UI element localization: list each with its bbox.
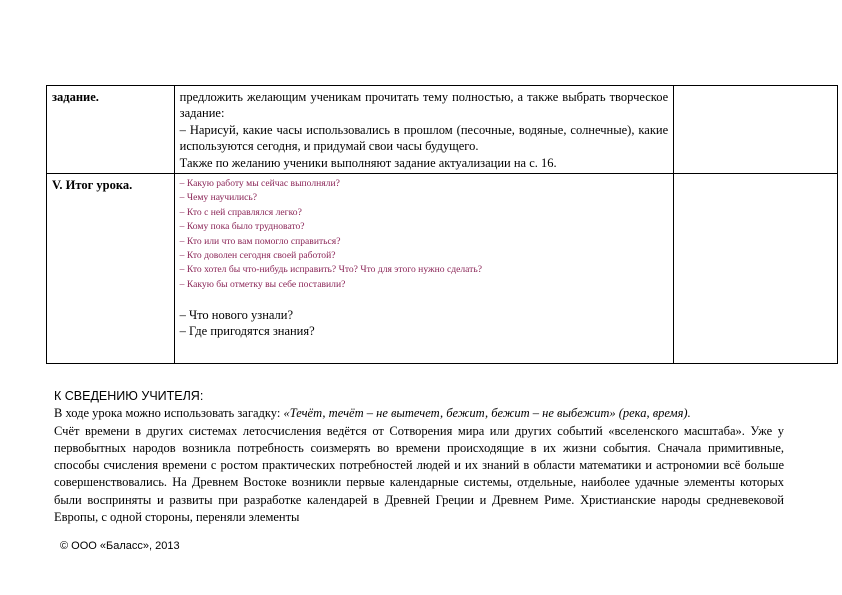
- stage-label: задание.: [52, 90, 99, 104]
- question-line: – Чему научились?: [179, 192, 258, 204]
- content-cell: [174, 86, 674, 174]
- table-row: [47, 174, 838, 364]
- paragraph: Также по желанию ученики выполняют задание актуализации на с. 16.: [179, 155, 557, 170]
- question-line: – Кто доволен сегодня своей работой?: [179, 250, 336, 262]
- paragraph: – Нарисуй, какие часы использовались в прошлом (песочные, водяные, солнечные), какие используются сегодня, и придумай свои часы будущего.: [179, 122, 669, 154]
- question-line: – Кому пока было трудновато?: [179, 221, 305, 233]
- lesson-table: [46, 85, 838, 364]
- riddle-intro: В ходе урока можно использовать загадку:: [54, 406, 284, 421]
- table-row: [47, 86, 838, 174]
- notes-cell: [674, 86, 838, 174]
- paragraph: предложить желающим ученикам прочитать тему полностью, а также выбрать творческое задание:: [179, 90, 669, 121]
- note-paragraph: Счёт времени в других системах летосчисления ведётся от Сотворения мира или других событий «вселенского масштаба». Уже у первобытных народов возникла потребность соизмерять во времени происходящие в их жизни события. Сначала примитивные, способы счисления времени с ростом практических потребностей людей и их знаний в области математики и астрономии всё больше совершенствовались. На Древнем Востоке возникли первые календарные системы, отдельные, наиболее удачные элементы которых были восприняты и развиты при разработке календарей в Древней Греции и Древнем Риме. Христианские народы средневековой Европы, с одной стороны, переняли элементы: [54, 423, 784, 525]
- final-question: – Что нового узнали?: [179, 308, 294, 323]
- question-line: – Кто хотел бы что-нибудь исправить? Что? Что для этого нужно сделать?: [179, 264, 482, 276]
- stage-cell: [47, 174, 175, 364]
- teacher-note: [54, 388, 784, 526]
- final-question: – Где пригодятся знания?: [179, 324, 315, 339]
- content-cell: [174, 174, 674, 364]
- question-line: – Какую бы отметку вы себе поставили?: [179, 278, 346, 290]
- content-text: [180, 89, 669, 171]
- note-heading: К СВЕДЕНИЮ УЧИТЕЛЯ:: [54, 389, 204, 403]
- note-body: [54, 405, 784, 526]
- notes-cell: [674, 174, 838, 364]
- spacer: [180, 292, 669, 307]
- stage-label: V. Итог урока.: [52, 178, 133, 193]
- question-line: – Кто или что вам помогло справиться?: [179, 235, 341, 247]
- question-line: – Какую работу мы сейчас выполняли?: [179, 178, 340, 190]
- riddle-text: «Течёт, течёт – не вытечет, бежит, бежит – не выбежит» (река, время).: [283, 406, 691, 421]
- question-line: – Кто с ней справлялся легко?: [179, 206, 302, 218]
- copyright-footer: © ООО «Баласс», 2013: [60, 540, 180, 552]
- stage-cell: [47, 86, 175, 174]
